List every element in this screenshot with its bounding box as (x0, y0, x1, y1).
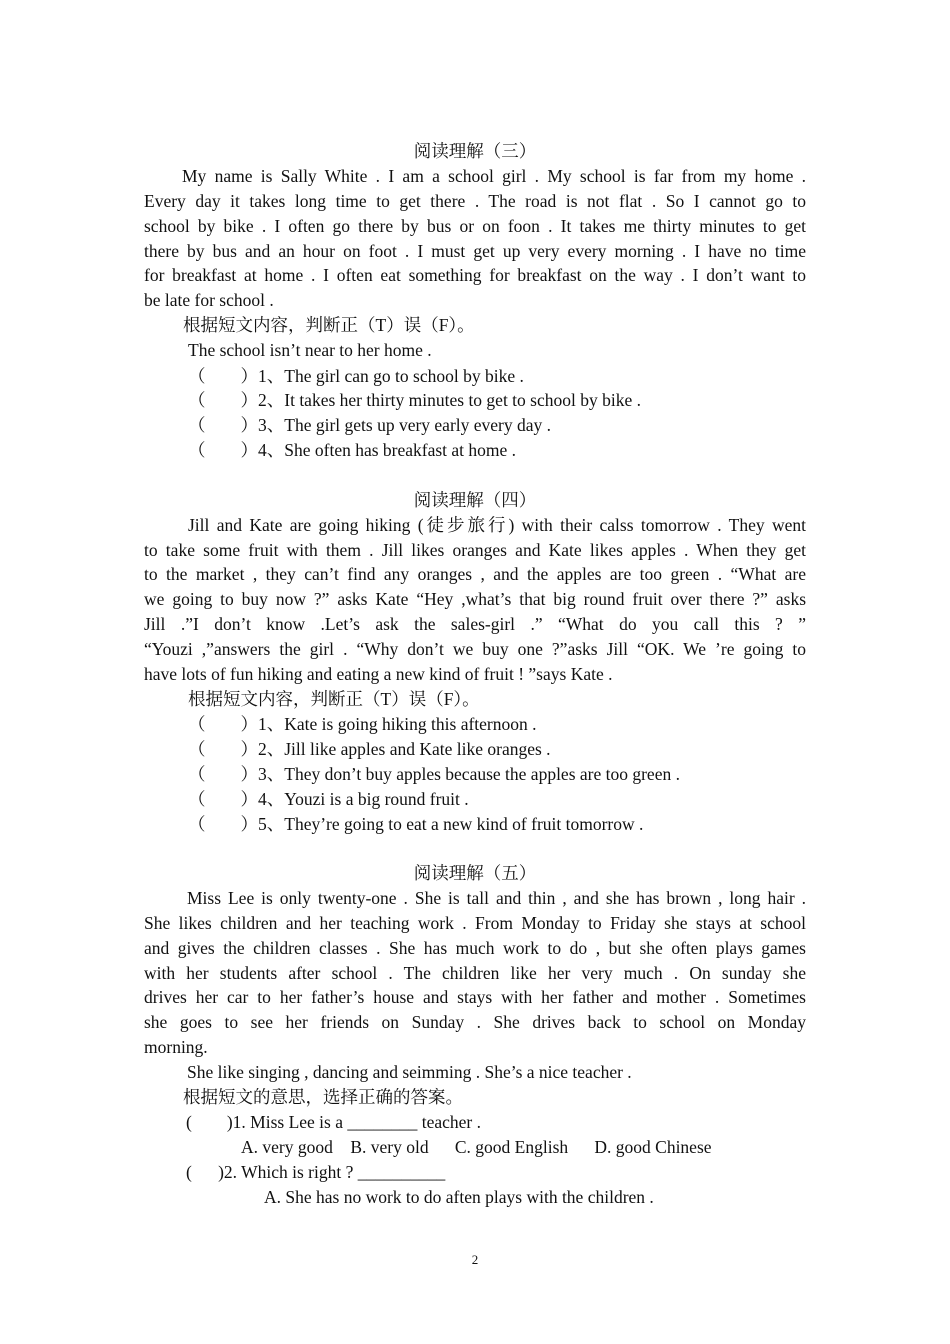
section-4-question: （ ）3、They don’t buy apples because the apples are too green . (188, 764, 680, 784)
section-3-question: （ ）1、The girl can go to school by bike . (188, 366, 524, 386)
section-5-question-2: ( )2. Which is right ? __________ (186, 1162, 446, 1182)
section-5-para-line: She likes children and her teaching work . From Monday to Friday she stays at school (144, 913, 806, 933)
section-4-para-line: Jill .”I don’t know .Let’s ask the sales-girl .” “What do you call this ? ” (144, 614, 806, 634)
section-4-para-line: to take some fruit with them . Jill likes oranges and Kate likes apples . When they get (144, 540, 806, 560)
section-3-para-line: Every day it takes long time to get there . The road is not flat . So I cannot go to (144, 191, 806, 211)
section-4-para-line: have lots of fun hiking and eating a new kind of fruit ! ”says Kate . (144, 664, 613, 684)
section-4-question: （ ）1、Kate is going hiking this afternoon . (188, 714, 537, 734)
section-3-title: 阅读理解（三） (413, 141, 537, 161)
section-4-instruction: 根据短文内容，判断正（T）误（F）。 (188, 689, 480, 709)
section-4-para-line: “Youzi ,”answers the girl . “Why don’t we buy one ?”asks Jill “OK. We ’re going to (144, 639, 806, 659)
section-5-para-line: and gives the children classes . She has much work to do , but she often plays games (144, 938, 806, 958)
section-4-para-line: we going to buy now ?” asks Kate “Hey ,what’s that big round fruit over there ?” asks (144, 589, 806, 609)
section-3-para-line: there by bus and an hour on foot . I must get up very every morning . I have no time (144, 241, 806, 261)
section-3-question: （ ）2、It takes her thirty minutes to get to school by bike . (188, 390, 641, 410)
section-5-instruction: 根据短文的意思，选择正确的答案。 (183, 1087, 463, 1107)
section-5-title: 阅读理解（五） (413, 863, 537, 883)
section-5-question-1-options: A. very good B. very old C. good English D. good Chinese (241, 1137, 712, 1157)
section-5-para-line: drives her car to her father’s house and stays with her father and mother . Sometimes (144, 987, 806, 1007)
section-5-question-2-option-a: A. She has no work to do aften plays with the children . (264, 1187, 654, 1207)
section-4-question: （ ）4、Youzi is a big round fruit . (188, 789, 469, 809)
section-5-para-line: morning. (144, 1037, 208, 1057)
section-3-question: （ ）4、She often has breakfast at home . (188, 440, 517, 460)
section-5-paragraph-2: She like singing , dancing and seimming . She’s a nice teacher . (187, 1062, 632, 1082)
section-3-question: （ ）3、The girl gets up very early every day . (188, 415, 552, 435)
section-4-question: （ ）2、Jill like apples and Kate like oranges . (188, 739, 551, 759)
section-3-para-line: school by bike . I often go there by bus or on foon . It takes me thirty minutes to get (144, 216, 806, 236)
page-number: 2 (471, 1252, 479, 1267)
section-4-question: （ ）5、They’re going to eat a new kind of fruit tomorrow . (188, 814, 644, 834)
section-3-para-line: for breakfast at home . I often eat something for breakfast on the way . I don’t want to (144, 265, 806, 285)
section-4-title: 阅读理解（四） (413, 490, 537, 510)
section-3-example: The school isn’t near to her home . (188, 340, 432, 360)
section-4-para-line: Jill and Kate are going hiking (徒步旅行) with their calss tomorrow . They went (188, 515, 806, 535)
section-5-para-line: with her students after school . The children like her very much . On sunday she (144, 963, 806, 983)
section-3-instruction: 根据短文内容，判断正（T）误（F）。 (183, 315, 475, 335)
section-5-para-line: she goes to see her friends on Sunday . She drives back to school on Monday (144, 1012, 806, 1032)
section-5-para-line: Miss Lee is only twenty-one . She is tall and thin , and she has brown , long hair . (187, 888, 806, 908)
section-3-para-line: My name is Sally White . I am a school girl . My school is far from my home . (182, 166, 806, 186)
section-4-para-line: to the market , they can’t find any oranges , and the apples are too green . “What are (144, 564, 806, 584)
section-5-question-1: ( )1. Miss Lee is a ________ teacher . (186, 1112, 481, 1132)
section-3-para-line: be late for school . (144, 290, 274, 310)
